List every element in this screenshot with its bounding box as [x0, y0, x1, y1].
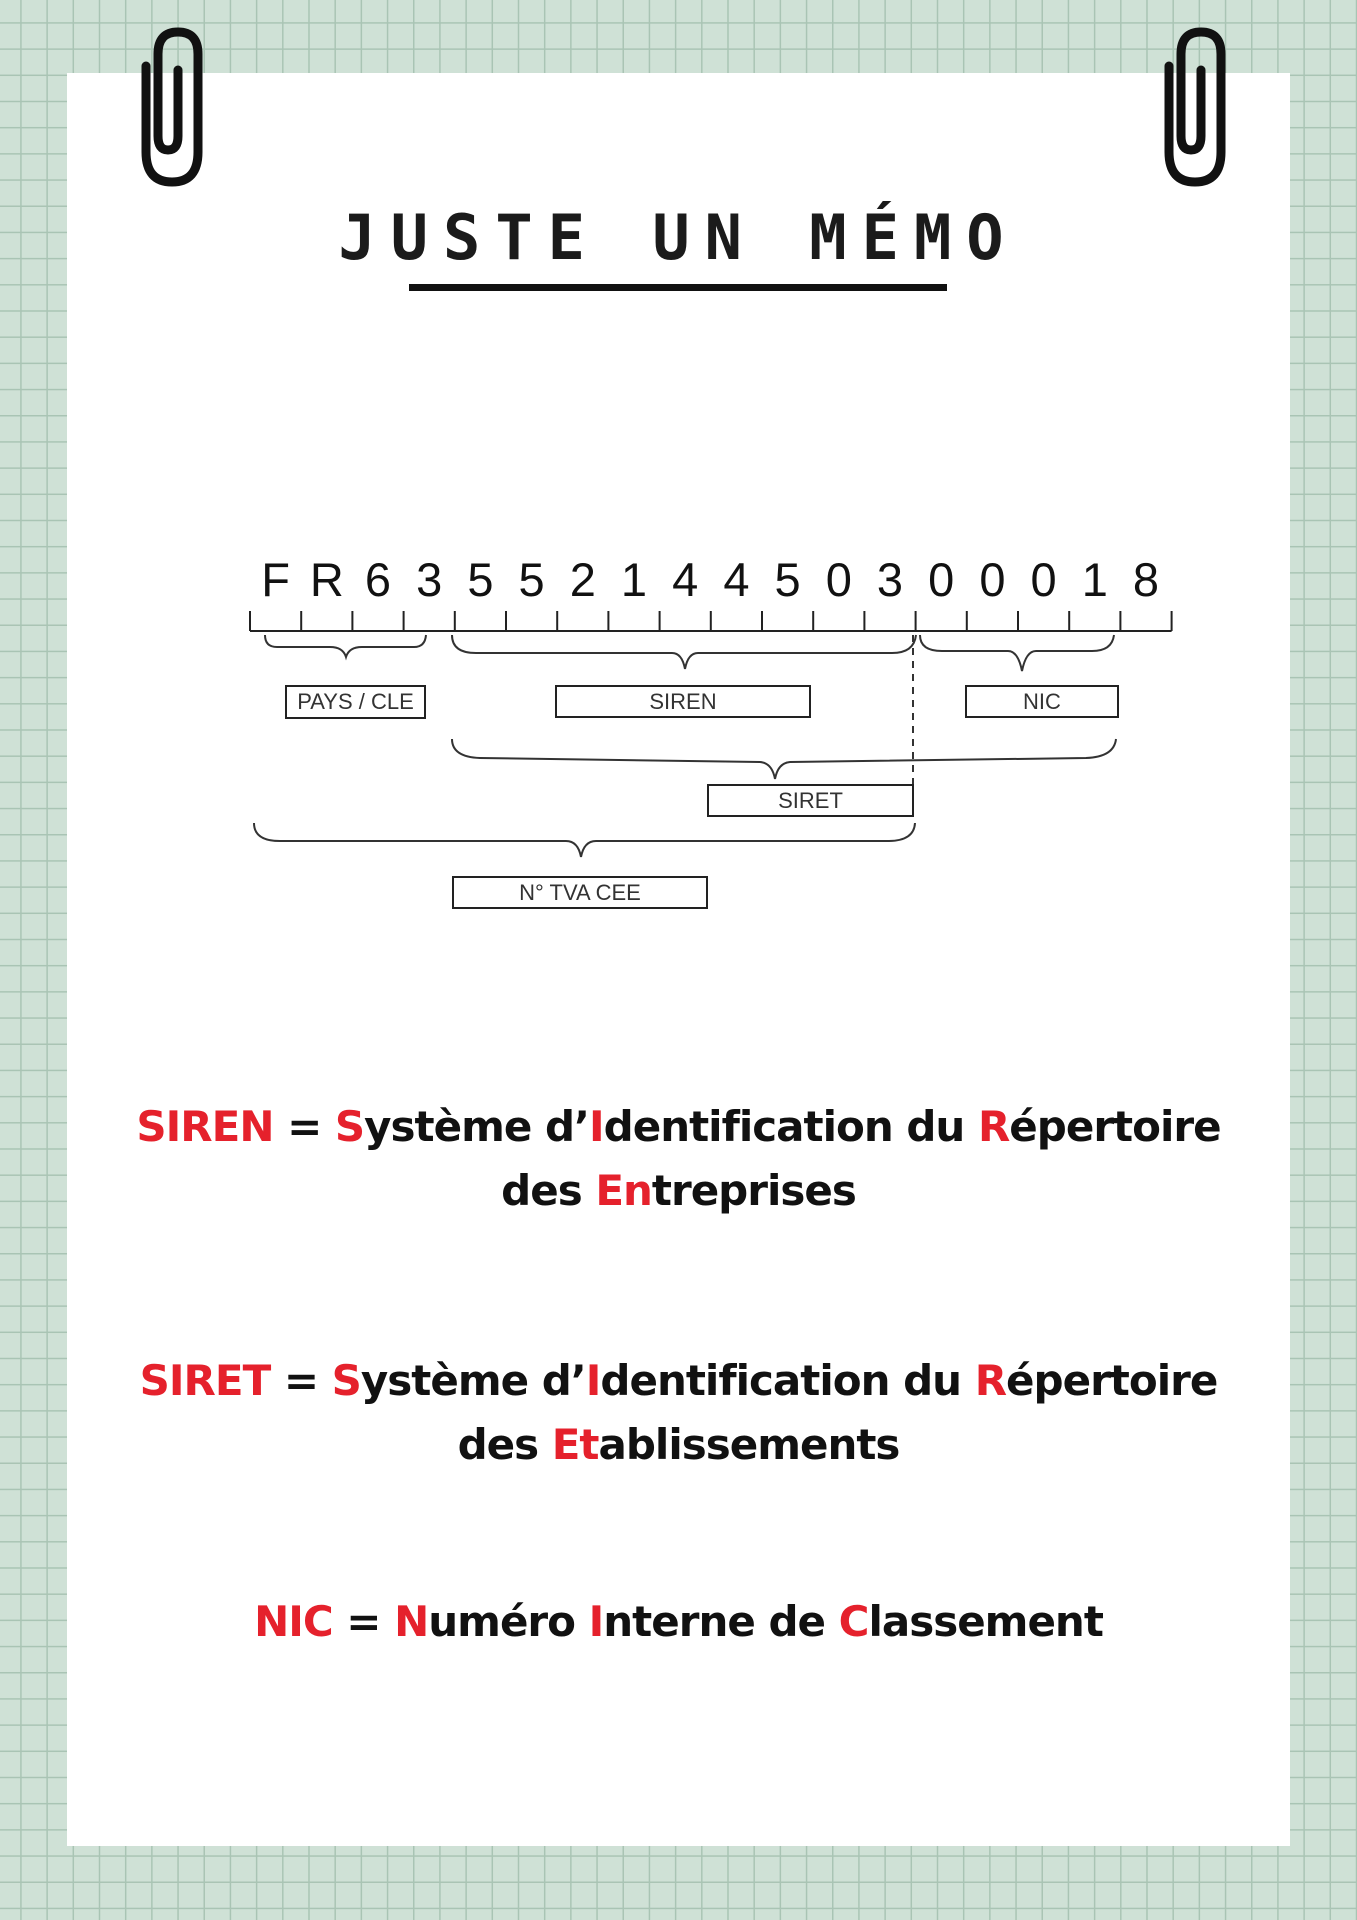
- initial-letter: S: [331, 1356, 361, 1405]
- definition-text: épertoire: [1009, 1102, 1221, 1151]
- number-digit: 0: [1030, 553, 1057, 606]
- definition-text: dentification du: [603, 1102, 978, 1151]
- brace-siren: [452, 635, 916, 669]
- brace-nic: [920, 635, 1114, 671]
- nic-abbreviation: NIC: [254, 1597, 333, 1646]
- definition-siren: [67, 1095, 1290, 1223]
- number-digit: 0: [825, 553, 852, 606]
- initial-letter: R: [977, 1102, 1010, 1151]
- number-digit: 2: [569, 553, 596, 606]
- title-underline: [409, 284, 947, 291]
- label-siren: SIREN: [555, 685, 811, 718]
- number-digit: 3: [416, 553, 443, 606]
- number-digit: 6: [364, 553, 392, 606]
- paperclip-icon: [1151, 26, 1239, 192]
- definition-text: ablissements: [598, 1420, 900, 1469]
- label-siret: SIRET: [707, 784, 914, 817]
- equals-sign: =: [332, 1597, 395, 1646]
- initial-letter: N: [394, 1597, 429, 1646]
- brace-tva: [254, 823, 915, 857]
- label-pays-cle: PAYS / CLE: [285, 685, 426, 719]
- initial-letter: Et: [551, 1420, 599, 1469]
- number-digit: 0: [979, 553, 1006, 606]
- number-digit: 1: [620, 553, 648, 606]
- initial-letter: C: [838, 1597, 869, 1646]
- initial-letter: I: [588, 1597, 604, 1646]
- paperclip-icon: [128, 26, 216, 192]
- definition-text: treprises: [651, 1166, 856, 1215]
- siren-abbreviation: SIREN: [136, 1102, 274, 1151]
- initial-letter: S: [334, 1102, 365, 1151]
- number-digit: 5: [518, 553, 545, 606]
- definition-text: dentification du: [600, 1356, 975, 1405]
- siret-abbreviation: SIRET: [139, 1356, 271, 1405]
- definition-siret-line-1: [67, 1349, 1290, 1413]
- number-digit: R: [309, 553, 344, 606]
- number-digit: 3: [876, 553, 904, 606]
- number-digit: 4: [672, 553, 699, 606]
- number-digit: 5: [774, 553, 801, 606]
- definition-text: des: [501, 1166, 596, 1215]
- number-digit: 0: [928, 553, 955, 606]
- label-nic: NIC: [965, 685, 1119, 718]
- definition-text: ystème d’: [360, 1356, 586, 1405]
- brace-pays-cle: [265, 635, 426, 657]
- label-tva: N° TVA CEE: [452, 876, 708, 909]
- definition-siret: [67, 1349, 1290, 1477]
- brace-siret: [452, 739, 1116, 779]
- initial-letter: En: [595, 1166, 652, 1215]
- memo-paper: [67, 73, 1290, 1846]
- definition-nic-line-1: [67, 1590, 1290, 1654]
- number-digit: 1: [1081, 553, 1108, 606]
- number-digit: 8: [1132, 553, 1160, 606]
- definition-text: des: [457, 1420, 552, 1469]
- definition-text: lassement: [868, 1597, 1103, 1646]
- number-digit: F: [261, 553, 290, 606]
- initial-letter: R: [974, 1356, 1007, 1405]
- definition-text: uméro: [428, 1597, 589, 1646]
- definition-text: épertoire: [1006, 1356, 1218, 1405]
- definition-siren-line-2: [67, 1159, 1290, 1223]
- number-digit: 5: [467, 553, 494, 606]
- number-structure-diagram: [240, 545, 1180, 925]
- equals-sign: =: [273, 1102, 335, 1151]
- definition-siret-line-2: [67, 1413, 1290, 1477]
- definition-siren-line-1: [67, 1095, 1290, 1159]
- definition-text: ystème d’: [364, 1102, 590, 1151]
- initial-letter: I: [585, 1356, 601, 1405]
- number-digit: 4: [723, 553, 750, 606]
- definition-nic: [67, 1590, 1290, 1654]
- initial-letter: I: [589, 1102, 604, 1151]
- equals-sign: =: [270, 1356, 332, 1405]
- definition-text: nterne de: [603, 1597, 839, 1646]
- page-title: JUSTE UN MÉMO: [338, 201, 1019, 274]
